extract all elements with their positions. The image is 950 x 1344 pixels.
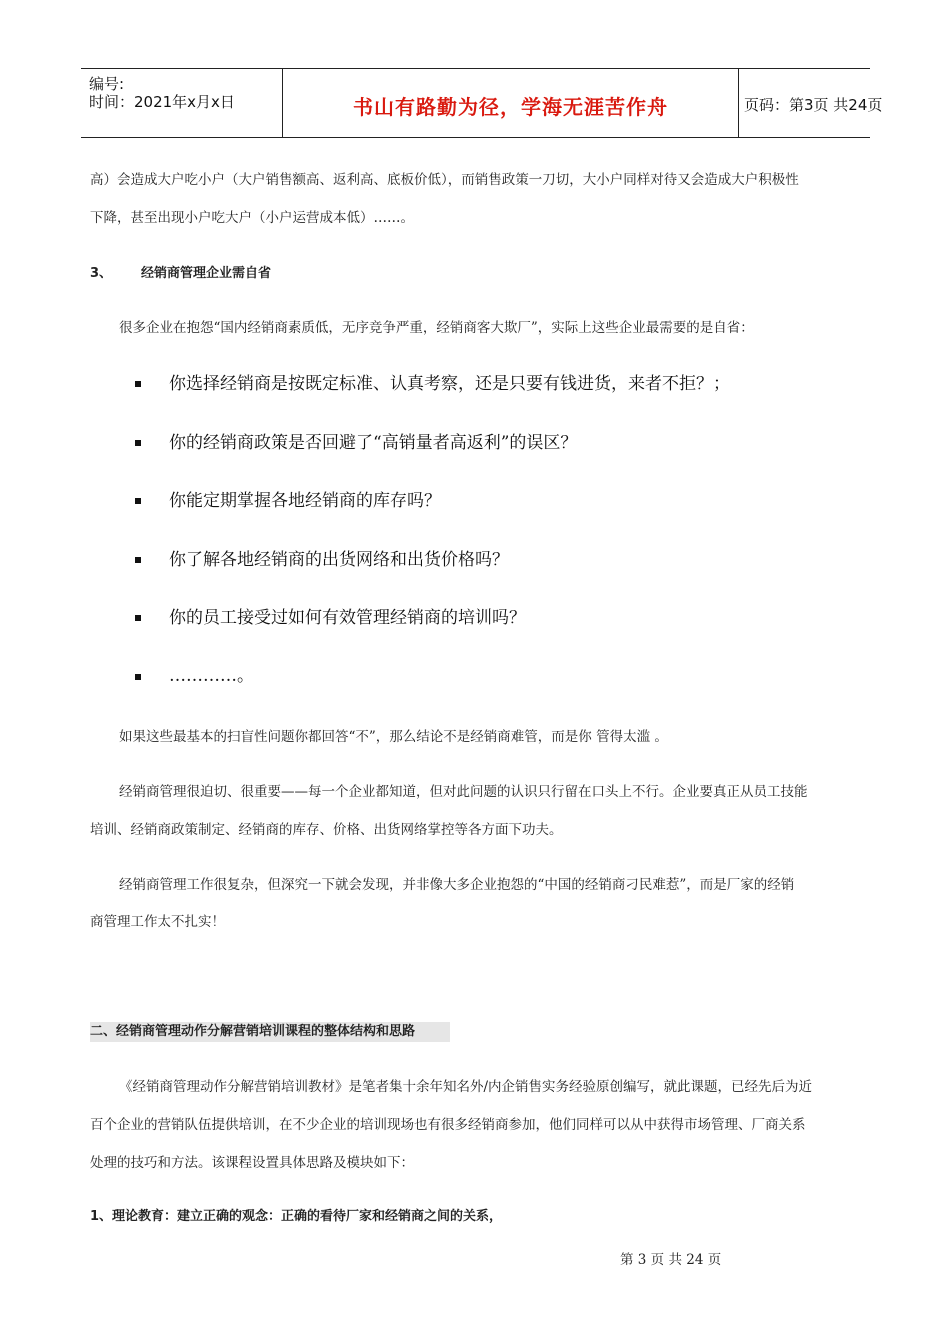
paragraph-line: 百个企业的营销队伍提供培训，在不少企业的培训现场也有很多经销商参加，他们同样可以从中获得市场管理、厂商关系 <box>90 1117 806 1133</box>
list-item-heading: 1、理论教育：建立正确的观念：正确的看待厂家和经销商之间的关系， <box>90 1209 503 1224</box>
page-header <box>81 68 883 138</box>
section-number: 3、 <box>90 266 113 281</box>
paragraph-line: 如果这些最基本的扫盲性问题你都回答“不”，那么结论不是经销商难管，而是你 管得太滥 。 <box>119 729 668 745</box>
header-page-cell <box>738 69 883 137</box>
section-title: 经销商管理企业需自省 <box>141 266 272 281</box>
paragraph-line: 高）会造成大户吃小户（大户销售额高、返利高、底板价低），而销售政策一刀切，大小户同样对待又会造成大户积极性 <box>90 172 799 188</box>
bullet-item: 你选择经销商是按既定标准、认真考察，还是只要有钱进货，来者不拒？； <box>169 374 730 394</box>
bullet-marker <box>135 557 141 563</box>
page-info: 页码：第3页 共24页 <box>744 96 883 114</box>
paragraph-line: 处理的技巧和方法。该课程设置具体思路及模块如下： <box>90 1155 414 1171</box>
paragraph-line: 经销商管理工作很复杂，但深究一下就会发现，并非像大多企业抱怨的“中国的经销商刁民难惹”，而是厂家的经销 <box>119 877 795 893</box>
paragraph-line: 培训、经销商政策制定、经销商的库存、价格、出货网络掌控等各方面下功夫。 <box>90 822 563 838</box>
motto-text: 书山有路勤为径，学海无涯苦作舟 <box>353 95 668 119</box>
bullet-item: 你能定期掌握各地经销商的库存吗？ <box>169 491 441 511</box>
paragraph-line: 商管理工作太不扎实！ <box>90 914 225 930</box>
page-footer: 第 3 页 共 24 页 <box>620 1252 722 1268</box>
date-label: 时间：2021年x月x日 <box>89 93 235 111</box>
bullet-marker <box>135 440 141 446</box>
section-heading: 二、经销商管理动作分解营销培训课程的整体结构和思路 <box>90 1024 416 1039</box>
paragraph-line: 《经销商管理动作分解营销培训教材》是笔者集十余年知名外/内企销售实务经验原创编写，就此课题，已经先后为近 <box>119 1079 813 1095</box>
header-left-cell <box>81 69 282 137</box>
paragraph-line: 经销商管理很迫切、很重要——每一个企业都知道，但对此问题的认识只行留在口头上不行。企业要真正从员工技能 <box>119 784 808 800</box>
bullet-item: 你的经销商政策是否回避了“高销量者高返利”的误区？ <box>169 433 578 453</box>
bullet-item: …………。 <box>169 666 254 686</box>
bullet-item: 你了解各地经销商的出货网络和出货价格吗？ <box>169 550 509 570</box>
bullet-marker <box>135 615 141 621</box>
header-motto-cell <box>282 69 739 137</box>
bullet-marker <box>135 381 141 387</box>
number-label: 编号: <box>89 75 125 93</box>
bullet-marker <box>135 498 141 504</box>
bullet-item: 你的员工接受过如何有效管理经销商的培训吗？ <box>169 608 526 628</box>
bullet-marker <box>135 674 141 680</box>
paragraph-line: 很多企业在抱怨“国内经销商素质低，无序竞争严重，经销商客大欺厂”，实际上这些企业最需要的是自省： <box>119 320 754 336</box>
paragraph-line: 下降，甚至出现小户吃大户（小户运营成本低）……。 <box>90 210 414 226</box>
